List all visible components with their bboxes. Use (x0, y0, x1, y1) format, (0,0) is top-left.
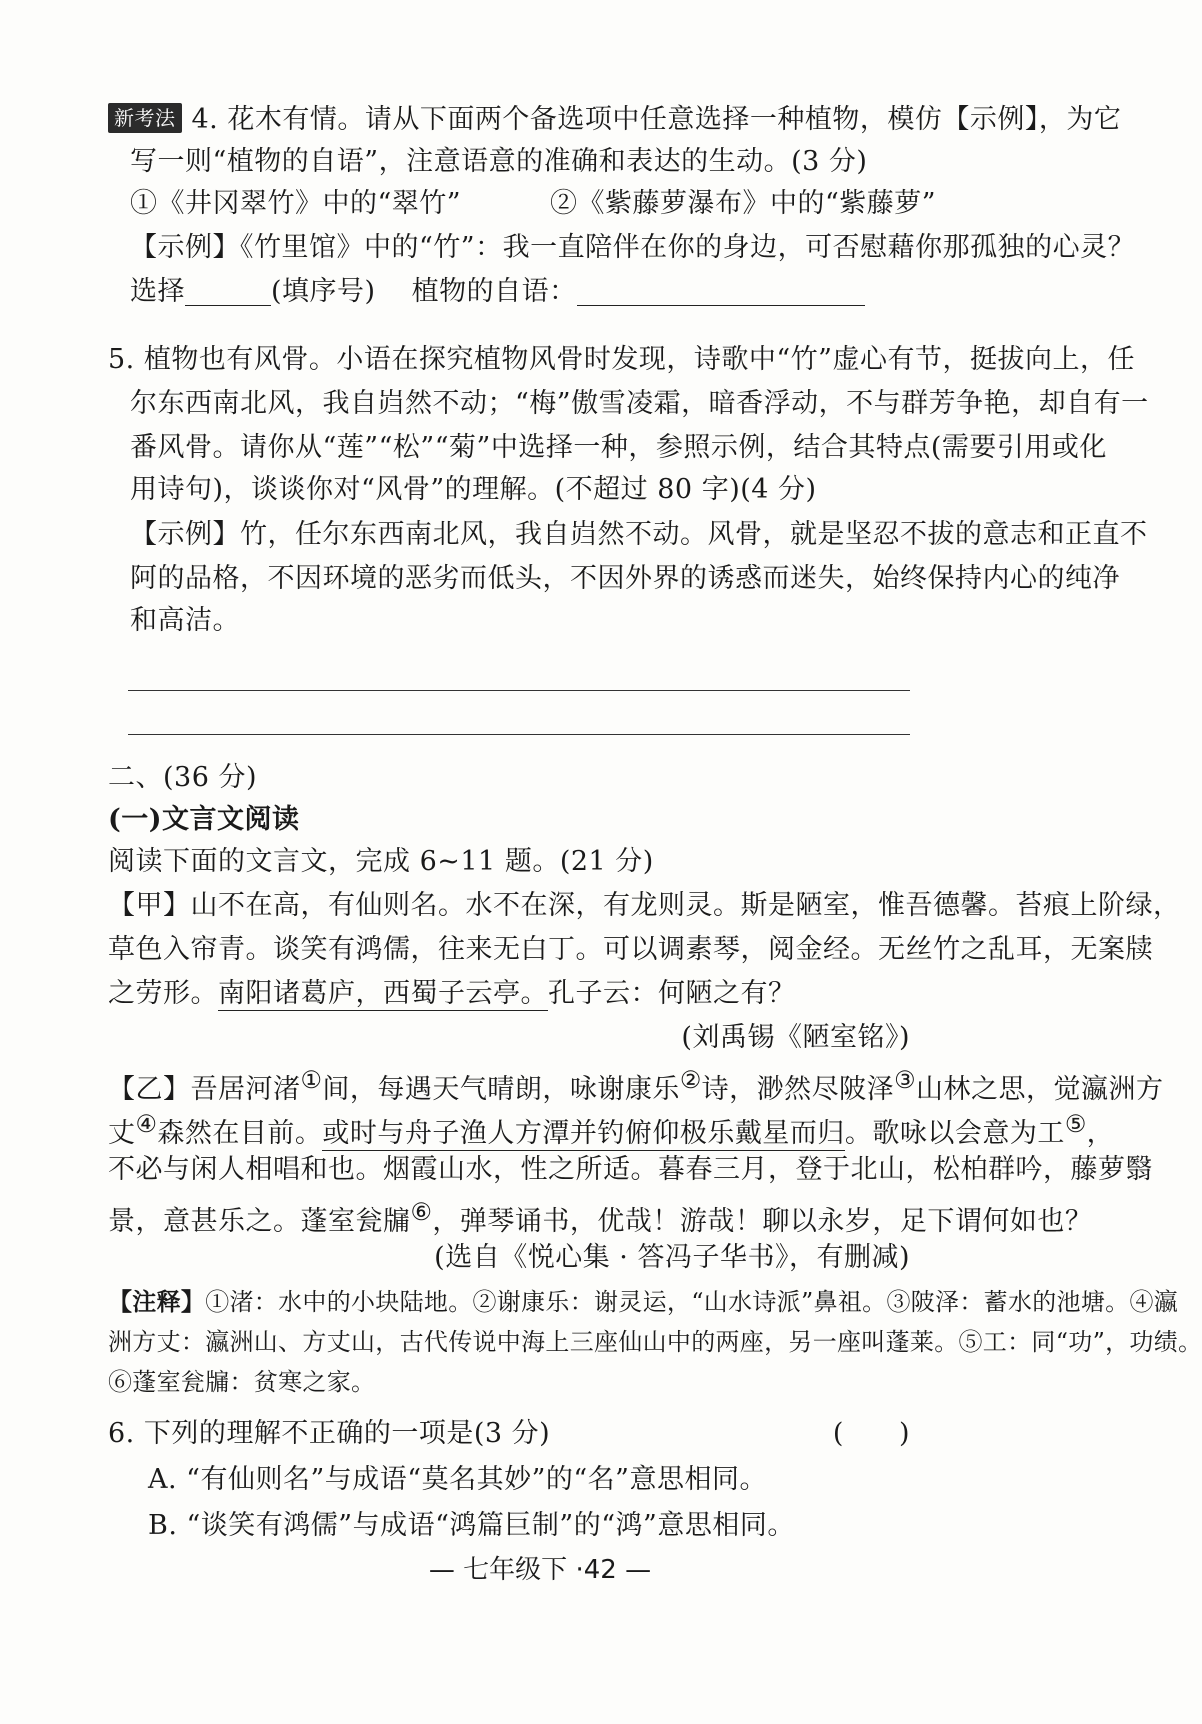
q4-line-1: 新考法 4. 花木有情。请从下面两个备选项中任意选择一种植物，模仿【示例】，为它 (108, 100, 1121, 140)
q4-example: 【示例】《竹里馆》中的“竹”：我一直陪伴在你的身边，可否慰藉你那孤独的心灵？ (130, 232, 1136, 263)
fill-hint: (填序号) (271, 276, 376, 307)
q5-line-2: 尔东西南北风，我自岿然不动；“梅”傲雪凌霜，暗香浮动，不与群芳争艳，却自有一 (130, 388, 1149, 419)
jia-line-3: 之劳形。南阳诸葛庐，西蜀子云亭。孔子云：何陋之有？ (108, 978, 796, 1009)
q5-example-3: 和高洁。 (130, 605, 240, 636)
yi-underlined-sentence: 或时与舟子渔人方潭并钓俯仰极乐戴星而归 (322, 1118, 845, 1149)
answer-line-2[interactable] (128, 734, 910, 735)
q5-example-2: 阿的品格，不因环境的恶劣而低头，不因外界的诱惑而迷失，始终保持内心的纯净 (130, 563, 1120, 594)
notes-line-3: ⑥蓬室瓮牖：贫寒之家。 (108, 1368, 376, 1396)
self-talk-label: 植物的自语： (411, 276, 577, 307)
q4-answer-row (130, 272, 865, 312)
q6-option-b[interactable]: B. “谈笑有鸿儒”与成语“鸿篇巨制”的“鸿”意思相同。 (148, 1510, 795, 1541)
answer-line-1[interactable] (128, 690, 910, 691)
reading-instruction: 阅读下面的文言文，完成 6~11 题。(21 分) (108, 846, 654, 877)
self-talk-blank[interactable] (577, 275, 865, 306)
notes-line-1: 【注释】①渚：水中的小块陆地。②谢康乐：谢灵运，“山水诗派”鼻祖。③陂泽：蓄水的池塘。④瀛 (108, 1287, 1179, 1316)
notes-line-2: 洲方丈：瀛洲山、方丈山，古代传说中海上三座仙山中的两座，另一座叫蓬莱。⑤工：同“功”，功绩。 (108, 1328, 1202, 1356)
jia-line-1: 【甲】山不在高，有仙则名。水不在深，有龙则灵。斯是陋室，惟吾德馨。苔痕上阶绿， (108, 890, 1181, 921)
q6-answer-bracket[interactable]: ( ) (832, 1418, 910, 1449)
q5-example-1: 【示例】竹，任尔东西南北风，我自岿然不动。风骨，就是坚忍不拔的意志和正直不 (130, 519, 1148, 550)
section-2-heading: 二、(36 分) (108, 762, 258, 793)
choose-blank[interactable] (185, 275, 271, 306)
choose-label: 选择 (130, 276, 185, 307)
yi-line-1: 【乙】吾居河渚①间，每遇天气晴朗，咏谢康乐②诗，渺然尽陂泽③山林之思，觉瀛洲方 (108, 1066, 1164, 1105)
q6-option-a[interactable]: A. “有仙则名”与成语“莫名其妙”的“名”意思相同。 (148, 1464, 767, 1495)
yi-line-3: 不必与闲人相唱和也。烟霞山水，性之所适。暮春三月，登于北山，松柏群吟，藤萝翳 (108, 1154, 1153, 1185)
q5-line-1: 5. 植物也有风骨。小语在探究植物风骨时发现，诗歌中“竹”虚心有节，挺拔向上，任 (108, 344, 1135, 375)
q4-option-2: ②《紫藤萝瀑布》中的“紫藤萝” (550, 188, 937, 219)
jia-line-2: 草色入帘青。谈笑有鸿儒，往来无白丁。可以调素琴，阅金经。无丝竹之乱耳，无案牍 (108, 934, 1153, 965)
q4-line-2: 写一则“植物的自语”，注意语意的准确和表达的生动。(3 分) (130, 146, 868, 177)
yi-source: (选自《悦心集 · 答冯子华书》，有删减) (434, 1242, 910, 1273)
q5-line-4: 用诗句)，谈谈你对“风骨”的理解。(不超过 80 字)(4 分) (130, 474, 817, 505)
jia-underlined-sentence: 南阳诸葛庐，西蜀子云亭。 (218, 978, 548, 1009)
jia-source: (刘禹锡《陋室铭》) (681, 1022, 910, 1053)
yi-line-4: 景，意甚乐之。蓬室瓮牖⑥，弹琴诵书，优哉！游哉！聊以永岁，足下谓何如也？ (108, 1198, 1093, 1237)
q4-option-1: ①《井冈翠竹》中的“翠竹” (130, 188, 462, 219)
q6-question: 6. 下列的理解不正确的一项是(3 分) (108, 1418, 551, 1449)
page-footer: — 七年级下 ·42 — (428, 1555, 652, 1585)
q5-line-3: 番风骨。请你从“莲”“松”“菊”中选择一种，参照示例，结合其特点(需要引用或化 (130, 432, 1107, 463)
new-method-badge: 新考法 (108, 103, 182, 133)
yi-line-2: 丈④森然在目前。或时与舟子渔人方潭并钓俯仰极乐戴星而归。歌咏以会意为工⑤， (108, 1110, 1115, 1149)
classical-reading-heading: (一)文言文阅读 (108, 804, 300, 835)
